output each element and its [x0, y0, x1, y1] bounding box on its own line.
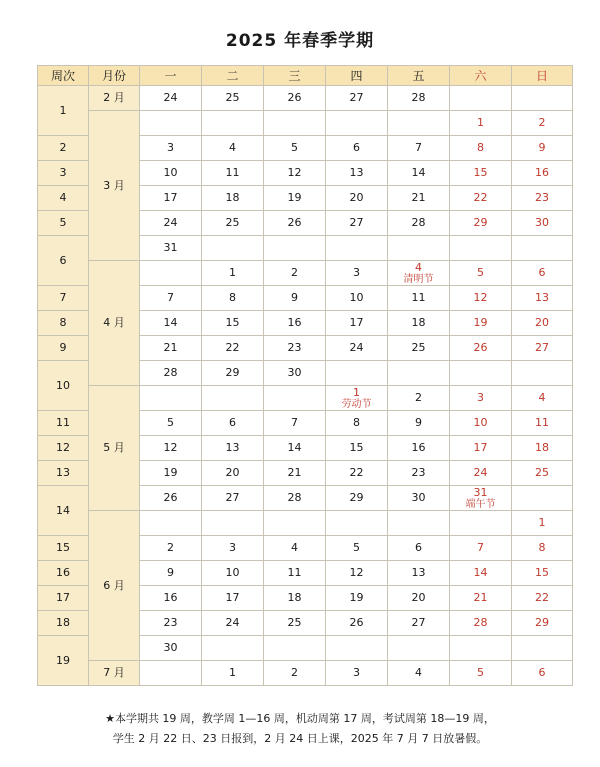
- day-cell: 15: [202, 311, 264, 336]
- day-cell: [202, 636, 264, 661]
- week-cell: 5: [38, 211, 89, 236]
- day-cell: 17: [450, 436, 512, 461]
- header-tue: 二: [202, 66, 264, 86]
- day-cell: 6: [512, 661, 573, 686]
- week-cell: 16: [38, 561, 89, 586]
- day-cell: [326, 236, 388, 261]
- day-cell: 9: [264, 286, 326, 311]
- day-cell: 16: [388, 436, 450, 461]
- day-cell: [140, 511, 202, 536]
- day-cell: 20: [202, 461, 264, 486]
- day-cell: 14: [264, 436, 326, 461]
- day-cell: 8: [202, 286, 264, 311]
- day-cell: 26: [264, 86, 326, 111]
- day-cell: 26: [140, 486, 202, 511]
- day-cell: 25: [264, 611, 326, 636]
- day-cell: 24: [140, 86, 202, 111]
- day-cell: [450, 511, 512, 536]
- calendar-table: [37, 65, 573, 686]
- day-cell: 11: [388, 286, 450, 311]
- day-cell: 27: [326, 86, 388, 111]
- day-cell: 18: [264, 586, 326, 611]
- day-cell: 6: [202, 411, 264, 436]
- day-cell: 17: [202, 586, 264, 611]
- day-cell: [326, 111, 388, 136]
- day-cell: 1: [202, 261, 264, 286]
- day-cell: 13: [202, 436, 264, 461]
- day-cell: 28: [140, 361, 202, 386]
- day-cell: [512, 636, 573, 661]
- day-cell: 17: [140, 186, 202, 211]
- month-cell: 4 月: [89, 261, 140, 386]
- day-cell: 19: [264, 186, 326, 211]
- day-cell: 11: [512, 411, 573, 436]
- day-cell: 8: [326, 411, 388, 436]
- day-cell: [326, 636, 388, 661]
- week-cell: 15: [38, 536, 89, 561]
- day-cell: 3: [202, 536, 264, 561]
- day-cell: [388, 636, 450, 661]
- header-mon: 一: [140, 66, 202, 86]
- day-cell: 1: [202, 661, 264, 686]
- holiday-cell-duanwu: [450, 486, 512, 511]
- day-cell: [264, 636, 326, 661]
- day-cell: 2: [512, 111, 573, 136]
- holiday-label: 劳动节: [341, 398, 372, 410]
- day-cell: [264, 111, 326, 136]
- day-cell: [388, 361, 450, 386]
- table-row: [38, 261, 573, 286]
- day-cell: 3: [450, 386, 512, 411]
- day-cell: 11: [264, 561, 326, 586]
- day-cell: 28: [450, 611, 512, 636]
- footnote-line-2: 学生 2 月 22 日、23 日报到，2 月 24 日上课，2025 年 7 月 7 日放暑假。: [112, 732, 488, 745]
- day-cell: 3: [140, 136, 202, 161]
- day-cell: [512, 486, 573, 511]
- day-cell: [388, 236, 450, 261]
- header-sun: 日: [512, 66, 573, 86]
- day-cell: 28: [264, 486, 326, 511]
- week-cell: 13: [38, 461, 89, 486]
- day-cell: 6: [326, 136, 388, 161]
- day-cell: 13: [388, 561, 450, 586]
- day-cell: 9: [512, 136, 573, 161]
- day-cell: [450, 361, 512, 386]
- day-cell: 9: [140, 561, 202, 586]
- day-cell: 22: [326, 461, 388, 486]
- day-cell: 21: [264, 461, 326, 486]
- day-cell: 1: [450, 111, 512, 136]
- week-cell: 6: [38, 236, 89, 286]
- day-cell: 11: [202, 161, 264, 186]
- week-cell: 19: [38, 636, 89, 686]
- table-row: [38, 111, 573, 136]
- day-cell: 15: [450, 161, 512, 186]
- week-cell: 12: [38, 436, 89, 461]
- day-cell: [202, 511, 264, 536]
- day-cell: 16: [512, 161, 573, 186]
- day-cell: [450, 636, 512, 661]
- week-cell: 17: [38, 586, 89, 611]
- day-cell: [450, 86, 512, 111]
- day-cell: 24: [326, 336, 388, 361]
- day-cell: 5: [264, 136, 326, 161]
- day-cell: 1: [512, 511, 573, 536]
- day-cell: 5: [326, 536, 388, 561]
- month-cell: 2 月: [89, 86, 140, 111]
- day-cell: 24: [450, 461, 512, 486]
- day-cell: 10: [450, 411, 512, 436]
- day-cell: 28: [388, 86, 450, 111]
- day-cell: 30: [388, 486, 450, 511]
- day-cell: 14: [450, 561, 512, 586]
- day-cell: [388, 111, 450, 136]
- day-cell: 5: [450, 261, 512, 286]
- day-cell: 24: [140, 211, 202, 236]
- day-cell: 27: [388, 611, 450, 636]
- header-thu: 四: [326, 66, 388, 86]
- day-cell: 7: [450, 536, 512, 561]
- day-cell: 29: [512, 611, 573, 636]
- day-cell: 4: [264, 536, 326, 561]
- day-cell: 13: [326, 161, 388, 186]
- day-cell: [202, 236, 264, 261]
- day-cell: 2: [264, 261, 326, 286]
- table-row: [38, 661, 573, 686]
- footnote-line-1: ★本学期共 19 周，教学周 1—16 周，机动周第 17 周，考试周第 18—19 周，: [105, 712, 495, 725]
- day-cell: 23: [512, 186, 573, 211]
- day-cell: 10: [202, 561, 264, 586]
- day-cell: [450, 236, 512, 261]
- day-cell: 27: [202, 486, 264, 511]
- day-cell: 31: [140, 236, 202, 261]
- day-cell: 28: [388, 211, 450, 236]
- day-cell: [326, 361, 388, 386]
- day-cell: 29: [326, 486, 388, 511]
- month-cell: 3 月: [89, 111, 140, 261]
- day-cell: 23: [264, 336, 326, 361]
- day-cell: [202, 386, 264, 411]
- day-cell: 26: [326, 611, 388, 636]
- day-cell: 4: [388, 661, 450, 686]
- table-row: [38, 386, 573, 411]
- header-sat: 六: [450, 66, 512, 86]
- header-wed: 三: [264, 66, 326, 86]
- day-cell: [512, 86, 573, 111]
- day-cell: 15: [326, 436, 388, 461]
- day-number: 1: [353, 385, 360, 399]
- day-cell: [202, 111, 264, 136]
- holiday-cell-qingming: [388, 261, 450, 286]
- day-cell: 29: [202, 361, 264, 386]
- month-cell: 5 月: [89, 386, 140, 511]
- month-cell: 7 月: [89, 661, 140, 686]
- header-row: [38, 66, 573, 86]
- day-cell: 25: [388, 336, 450, 361]
- day-cell: 9: [388, 411, 450, 436]
- day-cell: 19: [450, 311, 512, 336]
- day-cell: [140, 386, 202, 411]
- day-cell: 15: [512, 561, 573, 586]
- day-cell: 6: [512, 261, 573, 286]
- day-cell: 20: [388, 586, 450, 611]
- week-cell: 10: [38, 361, 89, 411]
- day-cell: 2: [140, 536, 202, 561]
- day-cell: 20: [326, 186, 388, 211]
- day-cell: [512, 236, 573, 261]
- week-cell: 11: [38, 411, 89, 436]
- day-cell: 5: [450, 661, 512, 686]
- day-cell: 14: [388, 161, 450, 186]
- page-title: 2025 年春季学期: [225, 31, 375, 51]
- day-cell: [140, 661, 202, 686]
- day-cell: 27: [512, 336, 573, 361]
- day-cell: 19: [140, 461, 202, 486]
- week-cell: 2: [38, 136, 89, 161]
- table-row: [38, 511, 573, 536]
- day-cell: 21: [388, 186, 450, 211]
- header-fri: 五: [388, 66, 450, 86]
- week-cell: 4: [38, 186, 89, 211]
- week-cell: 18: [38, 611, 89, 636]
- holiday-label: 端午节: [465, 498, 496, 510]
- day-cell: 16: [140, 586, 202, 611]
- day-cell: [264, 236, 326, 261]
- day-cell: 26: [264, 211, 326, 236]
- day-cell: [140, 261, 202, 286]
- day-cell: 16: [264, 311, 326, 336]
- day-cell: 8: [450, 136, 512, 161]
- day-cell: 7: [140, 286, 202, 311]
- day-cell: 3: [326, 661, 388, 686]
- week-cell: 9: [38, 336, 89, 361]
- day-cell: 18: [202, 186, 264, 211]
- day-cell: 4: [202, 136, 264, 161]
- day-cell: 26: [450, 336, 512, 361]
- day-cell: 20: [512, 311, 573, 336]
- day-cell: 18: [388, 311, 450, 336]
- week-cell: 7: [38, 286, 89, 311]
- day-cell: 24: [202, 611, 264, 636]
- day-cell: 4: [512, 386, 573, 411]
- day-cell: 2: [388, 386, 450, 411]
- holiday-label: 清明节: [403, 273, 434, 285]
- day-cell: 22: [450, 186, 512, 211]
- week-cell: 1: [38, 86, 89, 136]
- day-cell: 25: [202, 211, 264, 236]
- day-cell: 30: [140, 636, 202, 661]
- day-cell: 17: [326, 311, 388, 336]
- day-cell: 29: [450, 211, 512, 236]
- day-cell: 23: [388, 461, 450, 486]
- month-cell: 6 月: [89, 511, 140, 661]
- day-cell: 30: [512, 211, 573, 236]
- header-week: 周次: [38, 66, 89, 86]
- day-cell: 3: [326, 261, 388, 286]
- day-cell: 25: [512, 461, 573, 486]
- day-cell: 22: [202, 336, 264, 361]
- day-cell: [264, 511, 326, 536]
- day-cell: 8: [512, 536, 573, 561]
- day-cell: 14: [140, 311, 202, 336]
- day-number: 31: [473, 485, 488, 499]
- day-cell: 2: [264, 661, 326, 686]
- day-cell: 21: [450, 586, 512, 611]
- day-cell: 13: [512, 286, 573, 311]
- day-cell: 30: [264, 361, 326, 386]
- day-cell: 19: [326, 586, 388, 611]
- day-cell: 12: [450, 286, 512, 311]
- day-cell: 21: [140, 336, 202, 361]
- day-cell: 27: [326, 211, 388, 236]
- holiday-cell-laodong: [326, 386, 388, 411]
- week-cell: 8: [38, 311, 89, 336]
- day-cell: 12: [326, 561, 388, 586]
- day-cell: [388, 511, 450, 536]
- day-cell: 12: [140, 436, 202, 461]
- day-cell: 10: [140, 161, 202, 186]
- week-cell: 14: [38, 486, 89, 536]
- table-row: [38, 86, 573, 111]
- day-cell: 12: [264, 161, 326, 186]
- day-cell: [326, 511, 388, 536]
- day-cell: 25: [202, 86, 264, 111]
- day-cell: [512, 361, 573, 386]
- day-cell: [264, 386, 326, 411]
- day-cell: 18: [512, 436, 573, 461]
- week-cell: 3: [38, 161, 89, 186]
- day-cell: 22: [512, 586, 573, 611]
- day-cell: 10: [326, 286, 388, 311]
- day-number: 4: [415, 260, 422, 274]
- day-cell: 5: [140, 411, 202, 436]
- day-cell: 23: [140, 611, 202, 636]
- header-month: 月份: [89, 66, 140, 86]
- day-cell: 7: [264, 411, 326, 436]
- day-cell: 7: [388, 136, 450, 161]
- day-cell: [140, 111, 202, 136]
- day-cell: 6: [388, 536, 450, 561]
